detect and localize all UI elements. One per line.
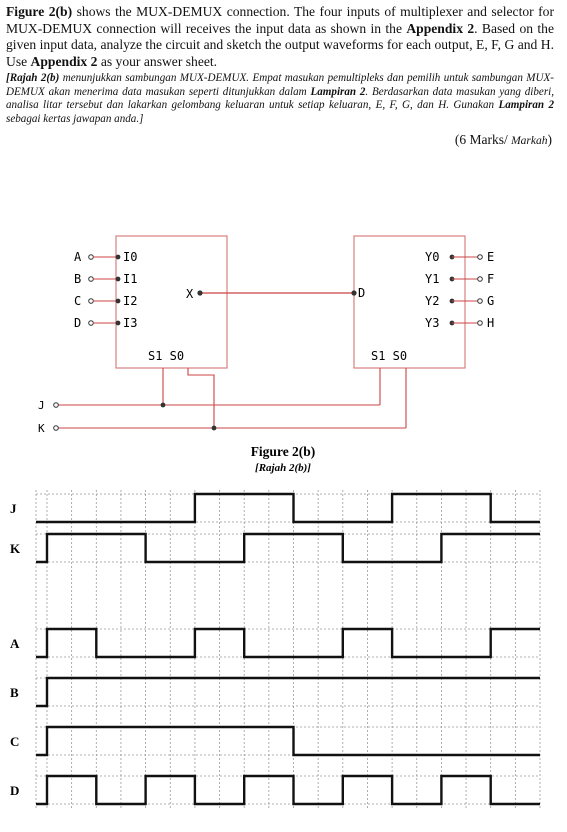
input-c-terminal bbox=[89, 299, 94, 304]
waveform-d-trace bbox=[36, 776, 540, 804]
mux-pin-i1-label: I1 bbox=[123, 272, 138, 286]
marks-ms: Markah bbox=[511, 135, 548, 147]
x-node bbox=[197, 290, 202, 295]
selector-j-label: J bbox=[38, 399, 45, 412]
mux-output-label: X bbox=[186, 287, 194, 301]
output-f-terminal bbox=[478, 277, 483, 282]
j-junction bbox=[161, 403, 166, 408]
demux-pin-y1-label: Y1 bbox=[425, 272, 440, 286]
en_parts-part-5: as your answer sheet. bbox=[97, 53, 218, 69]
question-malay bbox=[6, 72, 554, 126]
question-english bbox=[6, 4, 554, 70]
signal-j-label: J bbox=[10, 501, 17, 516]
en_parts-part-1: shows the MUX-DEMUX connection. The four inputs of multiplexer and selector for MUX-DEMUX connection will receives the input data as shown in the bbox=[6, 4, 554, 36]
mux-pin-i0-node bbox=[116, 255, 121, 260]
mux-pin-i0-label: I0 bbox=[123, 250, 138, 264]
demux-pin-y0-label: Y0 bbox=[425, 250, 440, 264]
en_parts-part-0: Figure 2(b) bbox=[6, 4, 73, 19]
signal-a-label: A bbox=[10, 636, 20, 651]
ms_parts-part-4: Lampiran 2 bbox=[498, 99, 555, 112]
waveform-d bbox=[10, 776, 540, 804]
input-d-label: D bbox=[74, 316, 82, 330]
output-f-label: F bbox=[487, 272, 495, 286]
time-gridlines bbox=[36, 490, 540, 808]
output-h-terminal bbox=[478, 321, 483, 326]
select-wires bbox=[58, 368, 406, 428]
input-b-terminal bbox=[89, 277, 94, 282]
signal-d-label: D bbox=[10, 783, 20, 798]
mux-pin-i3-label: I3 bbox=[123, 316, 138, 330]
output-g-terminal bbox=[478, 299, 483, 304]
mux-pin-i3-node bbox=[116, 321, 121, 326]
figure-caption-ms: [Rajah 2(b)] bbox=[255, 462, 311, 474]
mux-pin-i2-label: I2 bbox=[123, 294, 138, 308]
timing-diagram bbox=[0, 490, 567, 830]
question-block bbox=[6, 4, 554, 148]
waveform-c bbox=[10, 727, 540, 755]
ms_parts-part-2: Lampiran 2 bbox=[310, 85, 366, 98]
mux-input-group bbox=[74, 250, 137, 330]
waveform-a bbox=[10, 629, 540, 657]
ms_parts-part-5: sebagai kertas jawapan anda.] bbox=[6, 112, 144, 125]
waveform-a-trace bbox=[36, 629, 540, 657]
signal-k-label: K bbox=[10, 541, 21, 556]
k-terminal bbox=[54, 426, 59, 431]
waveform-b-trace bbox=[36, 678, 540, 706]
waveform-k-trace bbox=[36, 534, 540, 562]
waveform-k bbox=[10, 534, 540, 562]
waveform-j bbox=[10, 494, 540, 522]
waveform-j-trace bbox=[36, 494, 540, 522]
demux-pin-y2-label: Y2 bbox=[425, 294, 440, 308]
demux-pin-y3-label: Y3 bbox=[425, 316, 440, 330]
k-junction bbox=[212, 426, 217, 431]
input-d-terminal bbox=[89, 321, 94, 326]
mux-pin-i1-node bbox=[116, 277, 121, 282]
d-node bbox=[351, 290, 356, 295]
figure-caption-en: Figure 2(b) bbox=[250, 444, 316, 459]
input-a-label: A bbox=[74, 250, 82, 264]
j-terminal bbox=[54, 403, 59, 408]
en_parts-part-3: . Based on the given input data, analyze the circuit and sketch the output waveforms for each output, E, F, G and H. Use bbox=[6, 20, 554, 69]
input-a-terminal bbox=[89, 255, 94, 260]
input-b-label: B bbox=[74, 272, 82, 286]
signal-c-label: C bbox=[10, 734, 20, 749]
en_parts-part-2: Appendix 2 bbox=[406, 20, 475, 36]
output-e-terminal bbox=[478, 255, 483, 260]
waveform-c-trace bbox=[36, 727, 540, 755]
selector-k-label: K bbox=[38, 422, 45, 435]
ms_parts-part-0: [Rajah 2(b) bbox=[6, 72, 60, 85]
mux-demux-circuit-diagram bbox=[0, 200, 567, 490]
signal-b-label: B bbox=[10, 685, 19, 700]
mux-pin-i2-node bbox=[116, 299, 121, 304]
waveform-b bbox=[10, 678, 540, 706]
marks-close: ) bbox=[547, 132, 552, 147]
demux-output-group bbox=[425, 250, 494, 330]
demux-select-label: S1 S0 bbox=[371, 349, 408, 363]
en_parts-part-4: Appendix 2 bbox=[30, 53, 98, 69]
output-h-label: H bbox=[487, 316, 495, 330]
mux-select-label: S1 S0 bbox=[148, 349, 185, 363]
output-g-label: G bbox=[487, 294, 495, 308]
input-c-label: C bbox=[74, 294, 82, 308]
ms_parts-part-1: menunjukkan sambungan MUX-DEMUX. Empat masukan pemultipleks dan pemilih untuk sambungan MUX-DEMUX akan menerima data masukan seperti ditunjukkan dalam bbox=[6, 72, 555, 98]
demux-input-label: D bbox=[358, 286, 366, 300]
output-e-label: E bbox=[487, 250, 495, 264]
marks-en: (6 Marks/ bbox=[454, 132, 512, 147]
ms_parts-part-3: . Berdasarkan data masukan yang diberi, analisa litar tersebut dan lakarkan gelombang keluaran untuk setiap keluaran, E, F, G, dan H. Gunakan bbox=[6, 85, 555, 112]
marks-label bbox=[6, 132, 552, 148]
